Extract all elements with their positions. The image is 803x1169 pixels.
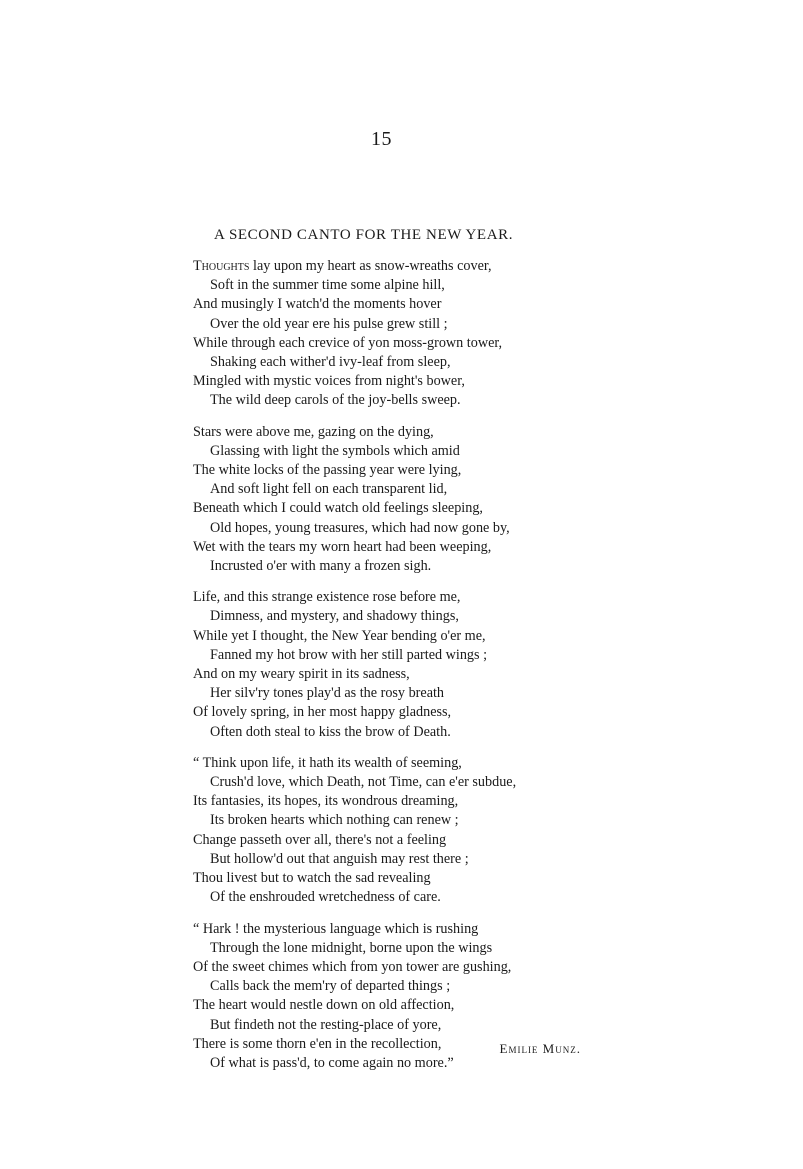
poem-line: Crush'd love, which Death, not Time, can e'er subdue, xyxy=(210,774,517,791)
poem-line: But hollow'd out that anguish may rest there ; xyxy=(210,850,469,867)
poem-line: Old hopes, young treasures, which had now gone by, xyxy=(210,519,510,536)
poem-line: Through the lone midnight, borne upon the wings xyxy=(210,939,493,956)
poem-body xyxy=(193,257,613,1085)
poem-line: Dimness, and mystery, and shadowy things, xyxy=(210,608,459,625)
poem-line: The white locks of the passing year were lying, xyxy=(193,462,462,479)
poem-line: Beneath which I could watch old feelings sleeping, xyxy=(193,500,483,517)
poem-line: Of the enshrouded wretchedness of care. xyxy=(210,889,441,906)
poem-line: “ Hark ! the mysterious language which is rushing xyxy=(193,920,479,937)
page-number: 15 xyxy=(371,128,392,150)
poem-line: Fanned my hot brow with her still parted wings ; xyxy=(210,646,488,663)
poem-line: Over the old year ere his pulse grew still ; xyxy=(210,315,448,332)
poem-line: Of what is pass'd, to come again no more.” xyxy=(210,1054,454,1071)
author-signature: Emilie Munz. xyxy=(499,1041,581,1056)
poem-line: Incrusted o'er with many a frozen sigh. xyxy=(210,558,432,575)
stanza xyxy=(193,588,613,742)
poem-line: There is some thorn e'en in the recollection, xyxy=(193,1035,442,1052)
poem-line: And soft light fell on each transparent lid, xyxy=(210,481,448,498)
stanza xyxy=(193,754,613,908)
poem-line: Stars were above me, gazing on the dying, xyxy=(193,423,434,440)
poem-line: Shaking each wither'd ivy-leaf from sleep, xyxy=(210,354,451,371)
poem-line: Calls back the mem'ry of departed things ; xyxy=(210,978,451,995)
poem-line: The wild deep carols of the joy-bells sweep. xyxy=(210,392,461,409)
poem-line: Its broken hearts which nothing can renew ; xyxy=(210,812,459,829)
poem-line: But findeth not the resting-place of yore, xyxy=(210,1016,442,1033)
poem-line: And musingly I watch'd the moments hover xyxy=(193,296,442,313)
poem-line: Soft in the summer time some alpine hill, xyxy=(210,277,445,294)
poem-line: Life, and this strange existence rose before me, xyxy=(193,589,461,606)
poem-line: Of the sweet chimes which from yon tower are gushing, xyxy=(193,958,512,975)
poem-line: And on my weary spirit in its sadness, xyxy=(193,666,410,683)
poem-line: Of lovely spring, in her most happy gladness, xyxy=(193,704,452,721)
poem-line: Wet with the tears my worn heart had been weeping, xyxy=(193,538,492,555)
stanza xyxy=(193,257,613,411)
poem-line: Change passeth over all, there's not a feeling xyxy=(193,831,447,848)
poem-line: Often doth steal to kiss the brow of Death. xyxy=(210,723,451,740)
poem-line: Her silv'ry tones play'd as the rosy breath xyxy=(210,685,445,702)
poem-line: The heart would nestle down on old affection, xyxy=(193,997,455,1014)
poem-line: Its fantasies, its hopes, its wondrous dreaming, xyxy=(193,793,459,810)
poem-line: “ Think upon life, it hath its wealth of seeming, xyxy=(193,754,462,771)
poem-line: Thoughts lay upon my heart as snow-wreaths cover, xyxy=(193,258,492,274)
poem-line: While yet I thought, the New Year bending o'er me, xyxy=(193,627,486,644)
stanza xyxy=(193,423,613,577)
poem-line: While through each crevice of yon moss-grown tower, xyxy=(193,334,503,351)
poem-line: Mingled with mystic voices from night's bower, xyxy=(193,373,465,390)
poem-title: A SECOND CANTO FOR THE NEW YEAR. xyxy=(214,227,514,243)
poem-line: Glassing with light the symbols which amid xyxy=(210,442,460,459)
poem-line: Thou livest but to watch the sad revealing xyxy=(193,870,431,887)
